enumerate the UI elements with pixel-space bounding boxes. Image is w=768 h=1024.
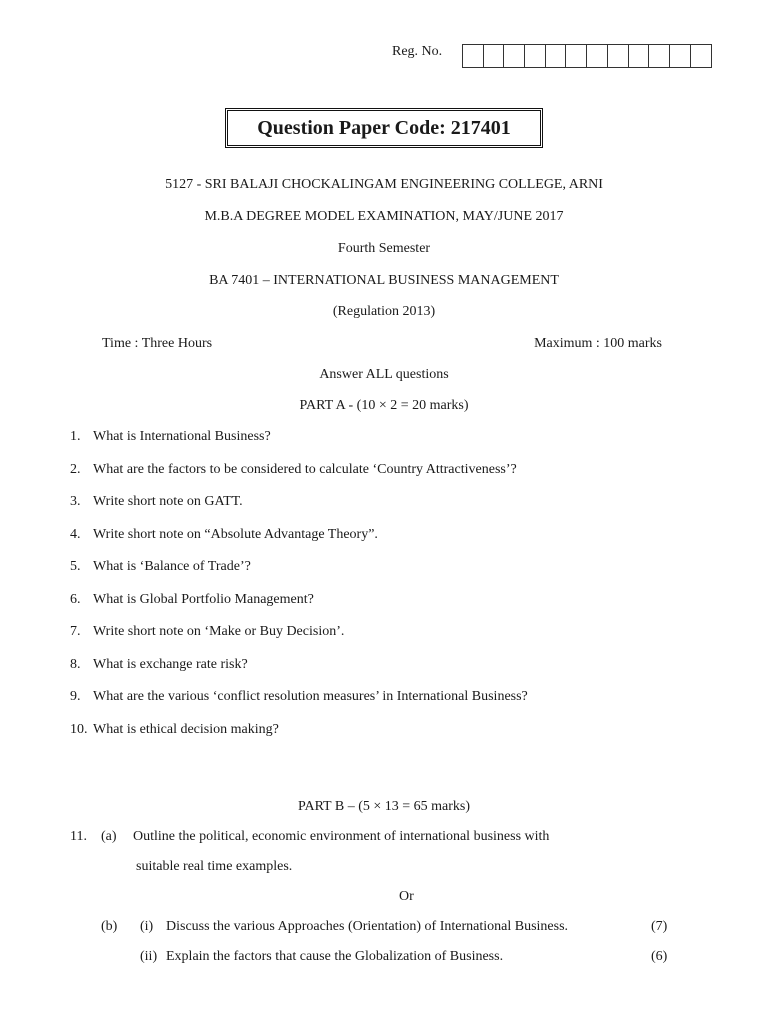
- question-number: 7.: [70, 624, 81, 639]
- question-number: 4.: [70, 526, 81, 542]
- reg-no-digit-box[interactable]: [691, 45, 712, 67]
- question-number: 10.: [70, 721, 88, 737]
- question-item: [70, 494, 243, 510]
- reg-no-label: Reg. No.: [392, 44, 443, 59]
- q11a-text-line1: Outline the political, economic environment of international business with: [133, 829, 550, 844]
- time-duration: Time : Three Hours: [102, 336, 213, 351]
- reg-no-digit-box[interactable]: [566, 45, 587, 67]
- question-text: What is International Business?: [93, 429, 271, 444]
- question-number: 1.: [70, 429, 81, 444]
- reg-no-boxes: [462, 44, 712, 68]
- question-text: What is ‘Balance of Trade’?: [93, 559, 251, 574]
- option-a-label: (a): [101, 829, 117, 844]
- sub-question-ii-marks: (6): [651, 949, 668, 964]
- question-item: [70, 689, 528, 705]
- or-separator: Or: [399, 889, 414, 904]
- question-number: 2.: [70, 461, 81, 477]
- reg-no-digit-box[interactable]: [587, 45, 608, 67]
- reg-no-digit-box[interactable]: [525, 45, 546, 67]
- part-b-title: PART B – (5 × 13 = 65 marks): [297, 799, 471, 814]
- reg-no-digit-box[interactable]: [504, 45, 525, 67]
- question-item: [70, 559, 251, 575]
- question-item: [70, 624, 344, 640]
- part-a-title: PART A - (10 × 2 = 20 marks): [299, 398, 469, 413]
- question-number: 6.: [70, 591, 81, 607]
- paper-code: Question Paper Code: 217401: [257, 116, 511, 139]
- question-text: What is ethical decision making?: [93, 721, 279, 737]
- question-text: What is Global Portfolio Management?: [93, 591, 314, 607]
- question-number: 9.: [70, 689, 81, 704]
- semester: Fourth Semester: [337, 241, 431, 256]
- sub-question-ii-label: (ii): [140, 949, 158, 964]
- question-item: [70, 527, 378, 543]
- question-item: [70, 592, 314, 608]
- question-item: [70, 657, 248, 673]
- question-text: What is exchange rate risk?: [93, 656, 248, 672]
- maximum-marks: Maximum : 100 marks: [534, 336, 662, 351]
- sub-question-i-text: Discuss the various Approaches (Orientation) of International Business.: [166, 919, 569, 934]
- reg-no-digit-box[interactable]: [649, 45, 670, 67]
- regulation: (Regulation 2013): [332, 304, 436, 319]
- paper-code-box: [225, 108, 543, 148]
- reg-no-digit-box[interactable]: [546, 45, 567, 67]
- reg-no-digit-box[interactable]: [670, 45, 691, 67]
- question-number: 5.: [70, 559, 81, 574]
- reg-no-digit-box[interactable]: [629, 45, 650, 67]
- reg-no-digit-box[interactable]: [484, 45, 505, 67]
- reg-no-digit-box[interactable]: [608, 45, 629, 67]
- college-name: 5127 - SRI BALAJI CHOCKALINGAM ENGINEERING COLLEGE, ARNI: [165, 177, 603, 192]
- question-item: [70, 722, 279, 738]
- q11a-text-line2: suitable real time examples.: [136, 859, 293, 874]
- question-item: [70, 429, 271, 445]
- exam-title: M.B.A DEGREE MODEL EXAMINATION, MAY/JUNE 2017: [204, 209, 564, 224]
- question-number: 3.: [70, 494, 81, 509]
- subject: BA 7401 – INTERNATIONAL BUSINESS MANAGEMENT: [209, 273, 559, 288]
- question-item: [70, 462, 517, 478]
- question-text: What are the various ‘conflict resolution measures’ in International Business?: [93, 689, 528, 704]
- sub-question-i-marks: (7): [651, 919, 668, 934]
- question-number: 11.: [70, 829, 87, 844]
- question-text: Write short note on ‘Make or Buy Decision’.: [93, 624, 345, 639]
- question-number: 8.: [70, 656, 81, 672]
- question-text: Write short note on GATT.: [93, 494, 243, 509]
- instruction: Answer ALL questions: [319, 367, 449, 382]
- question-text: What are the factors to be considered to calculate ‘Country Attractiveness’?: [93, 461, 517, 477]
- sub-question-i-label: (i): [140, 919, 154, 934]
- sub-question-ii-text: Explain the factors that cause the Globalization of Business.: [166, 949, 504, 964]
- option-b-label: (b): [101, 919, 118, 934]
- reg-no-digit-box[interactable]: [463, 45, 484, 67]
- question-text: Write short note on “Absolute Advantage Theory”.: [93, 526, 378, 542]
